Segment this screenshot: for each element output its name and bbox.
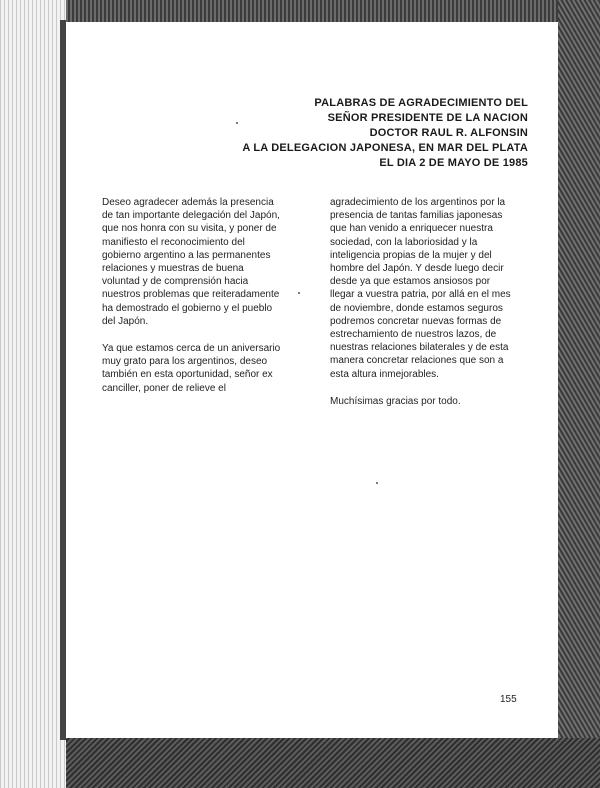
text-line: hombre del Japón. Y desde luego decir: [330, 263, 504, 275]
book-spine: [0, 0, 66, 788]
scan-speck: [236, 122, 238, 124]
scan-speck: [298, 292, 300, 294]
text-line: de noviembre, donde estamos seguros: [330, 302, 503, 314]
text-line: ha demostrado el gobierno y el pueblo: [102, 302, 273, 314]
heading-line: EL DIA 2 DE MAYO DE 1985: [379, 157, 528, 169]
document-heading: [168, 96, 528, 171]
text-line: relaciones y muestras de buena: [102, 263, 244, 275]
text-line: también en esta oportunidad, señor ex: [102, 369, 273, 381]
page-number: 155: [500, 694, 517, 705]
scan-bottom-edge: [0, 738, 600, 788]
text-line: de tan importante delegación del Japón,: [102, 210, 280, 222]
text-line: gobierno argentino a las permanentes: [102, 249, 271, 261]
text-line: del Japón.: [102, 315, 149, 327]
text-line: Muchísimas gracias por todo.: [330, 395, 461, 407]
text-line: Deseo agradecer además la presencia: [102, 197, 274, 208]
heading-line: DOCTOR RAUL R. ALFONSIN: [369, 127, 528, 139]
right-column: [330, 196, 520, 408]
text-line: llegar a vuestra patria, por allá en el mes: [330, 289, 511, 301]
text-line: muy grato para los argentinos, deseo: [102, 356, 268, 368]
left-column: [102, 196, 300, 395]
text-line: presencia de tantas familias japonesas: [330, 210, 503, 222]
paragraph-gap: [102, 328, 300, 342]
text-line: que han venido a enriquecer nuestra: [330, 223, 493, 235]
text-line: podremos concretar nuevas formas de: [330, 315, 502, 327]
text-line: voluntad y de comprensión hacia: [102, 276, 249, 288]
scan-speck: [376, 482, 378, 484]
text-line: manera concretar relaciones que son a: [330, 355, 504, 367]
text-line: canciller, poner de relieve el: [102, 382, 226, 394]
text-line: nuestras relaciones bilaterales y de esta: [330, 342, 509, 354]
text-line: agradecimiento de los argentinos por la: [330, 197, 506, 208]
paragraph-gap: [330, 381, 520, 395]
heading-line: SEÑOR PRESIDENTE DE LA NACION: [327, 112, 528, 124]
scan-top-edge: [0, 0, 600, 22]
text-line: estrechamiento de nuestros lazos, de: [330, 329, 497, 341]
text-line: que nos honra con su visita, y poner de: [102, 223, 277, 235]
text-line: desde ya que estamos ansiosos por: [330, 276, 491, 288]
text-line: sociedad, con la laboriosidad y la: [330, 236, 478, 248]
text-line: manifiesto el reconocimiento del: [102, 236, 245, 248]
text-line: nuestros problemas que reiteradamente: [102, 289, 280, 301]
heading-line: A LA DELEGACION JAPONESA, EN MAR DEL PLATA: [242, 142, 528, 154]
heading-line: PALABRAS DE AGRADECIMIENTO DEL: [314, 97, 528, 109]
text-line: esta altura inmejorables.: [330, 368, 439, 380]
scan-right-edge: [558, 0, 600, 788]
text-line: inteligencia propias de la mujer y del: [330, 249, 492, 261]
text-line: Ya que estamos cerca de un aniversario: [102, 343, 281, 355]
